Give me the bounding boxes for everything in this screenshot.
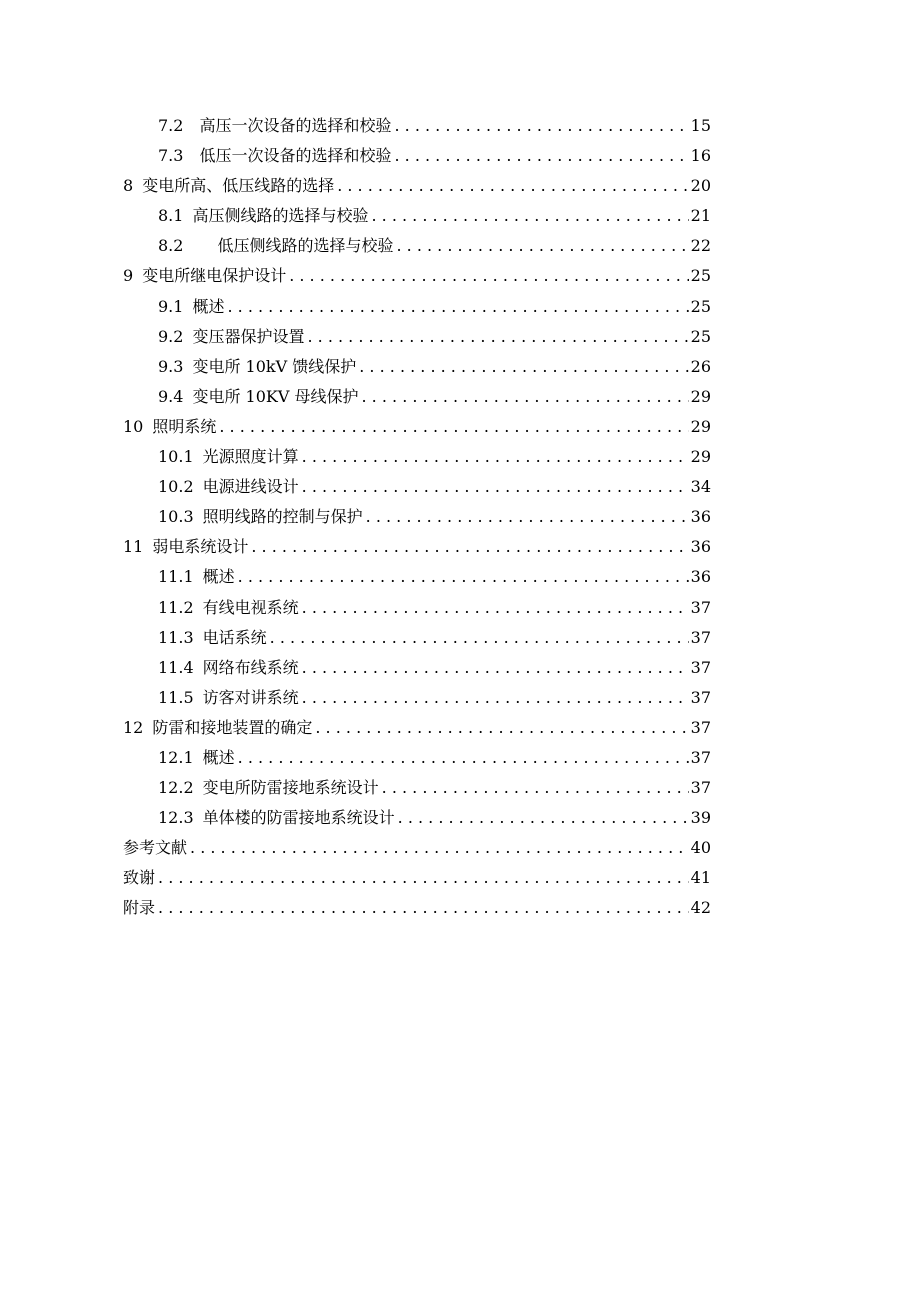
toc-entry[interactable] <box>123 893 711 923</box>
toc-entry-page-number: 36 <box>690 537 711 557</box>
toc-dot-leader <box>359 352 688 382</box>
toc-dot-leader <box>251 532 688 562</box>
toc-entry-title: 访客对讲系统 <box>202 687 299 707</box>
toc-entry-text <box>123 833 187 863</box>
toc-entry-page-number: 40 <box>690 838 711 858</box>
toc-entry[interactable] <box>123 532 711 562</box>
toc-entry-page-number: 39 <box>690 808 711 828</box>
toc-dot-leader <box>158 893 689 923</box>
toc-dot-leader <box>307 322 688 352</box>
toc-entry-title: 概述 <box>192 296 225 316</box>
toc-dot-leader <box>337 171 688 201</box>
toc-entry-number: 9.2 <box>158 326 184 346</box>
toc-entry-title: 低压侧线路的选择与校验 <box>217 236 394 256</box>
toc-entry-text <box>123 412 216 442</box>
toc-entry[interactable] <box>123 472 711 502</box>
toc-entry-text <box>158 623 267 653</box>
table-of-contents <box>123 111 711 924</box>
toc-entry[interactable] <box>123 653 711 683</box>
toc-dot-leader <box>289 261 688 291</box>
toc-entry-page-number: 25 <box>690 266 711 286</box>
toc-dot-leader <box>302 472 689 502</box>
toc-entry-page-number: 37 <box>690 717 711 737</box>
toc-entry-page-number: 15 <box>690 116 711 135</box>
toc-entry-number: 9.3 <box>158 356 184 376</box>
toc-entry[interactable] <box>123 442 711 472</box>
toc-entry[interactable] <box>123 863 711 893</box>
toc-entry[interactable] <box>123 171 711 201</box>
toc-entry[interactable] <box>123 261 711 291</box>
toc-dot-leader <box>302 683 689 713</box>
toc-entry-page-number: 25 <box>690 326 711 346</box>
toc-entry[interactable] <box>123 292 711 322</box>
toc-entry[interactable] <box>123 743 711 773</box>
toc-dot-leader <box>158 863 689 893</box>
toc-dot-leader <box>227 292 688 322</box>
toc-entry[interactable] <box>123 562 711 592</box>
toc-entry-number: 12.3 <box>158 808 194 828</box>
toc-entry-page-number: 36 <box>690 567 711 587</box>
toc-entry-text <box>158 352 356 382</box>
toc-entry-title: 概述 <box>202 567 235 587</box>
toc-entry-text <box>158 111 391 141</box>
toc-entry-title: 有线电视系统 <box>202 597 299 617</box>
toc-entry-text <box>158 472 299 502</box>
toc-entry-number: 12 <box>123 717 144 737</box>
toc-entry-page-number: 36 <box>690 507 711 527</box>
toc-dot-leader <box>315 713 688 743</box>
toc-entry-page-number: 34 <box>690 477 711 497</box>
toc-entry-text <box>123 713 312 743</box>
toc-entry-number: 8.1 <box>158 206 184 226</box>
toc-dot-leader <box>238 562 689 592</box>
toc-dot-leader <box>219 412 688 442</box>
toc-entry-number: 9 <box>123 266 134 286</box>
toc-entry-number: 12.2 <box>158 778 194 798</box>
toc-entry-page-number: 37 <box>690 627 711 647</box>
toc-entry-number: 8.2 <box>158 236 184 256</box>
toc-entry-number: 10 <box>123 416 144 436</box>
toc-entry[interactable] <box>123 141 711 171</box>
toc-entry-page-number: 26 <box>690 356 711 376</box>
toc-entry[interactable] <box>123 382 711 412</box>
toc-dot-leader <box>270 623 689 653</box>
toc-entry-title: 参考文献 <box>123 838 188 858</box>
toc-entry-page-number: 29 <box>690 386 711 406</box>
toc-dot-leader <box>302 442 689 472</box>
toc-dot-leader <box>366 502 689 532</box>
toc-entry-page-number: 16 <box>690 146 711 166</box>
toc-entry-text <box>158 683 299 713</box>
toc-entry-page-number: 37 <box>690 597 711 617</box>
toc-dot-leader <box>302 593 689 623</box>
toc-entry-number: 11 <box>123 537 144 557</box>
toc-dot-leader <box>382 773 689 803</box>
toc-entry-text <box>158 442 299 472</box>
toc-entry-number: 8 <box>123 176 134 196</box>
toc-entry-text <box>158 743 235 773</box>
toc-entry[interactable] <box>123 623 711 653</box>
toc-dot-leader <box>362 382 689 412</box>
toc-entry-text <box>123 261 286 291</box>
toc-dot-leader <box>398 803 689 833</box>
toc-entry-title: 变电所 10KV 母线保护 <box>192 386 359 406</box>
toc-entry-text <box>158 773 379 803</box>
toc-entry-page-number: 29 <box>690 416 711 436</box>
toc-entry-number: 10.3 <box>158 507 194 527</box>
toc-entry-number: 10.1 <box>158 447 194 467</box>
toc-entry[interactable] <box>123 683 711 713</box>
toc-entry-text <box>123 893 155 923</box>
toc-entry-text <box>123 532 248 562</box>
toc-entry-title: 变电所 10kV 馈线保护 <box>192 356 357 376</box>
toc-entry[interactable] <box>123 412 711 442</box>
toc-entry-text <box>158 322 304 352</box>
toc-entry-title: 高压侧线路的选择与校验 <box>192 206 369 226</box>
toc-entry-number: 9.1 <box>158 296 184 316</box>
toc-entry-title: 致谢 <box>123 868 156 888</box>
toc-entry-page-number: 37 <box>690 657 711 677</box>
toc-entry[interactable] <box>123 833 711 863</box>
toc-entry-page-number: 37 <box>690 747 711 767</box>
toc-dot-leader <box>371 201 688 231</box>
toc-entry-title: 高压一次设备的选择和校验 <box>199 116 392 135</box>
toc-entry-page-number: 22 <box>690 236 711 256</box>
toc-entry-title: 变电所防雷接地系统设计 <box>202 778 379 798</box>
toc-entry-title: 照明系统 <box>152 416 217 436</box>
toc-entry-page-number: 29 <box>690 447 711 467</box>
toc-entry-title: 变电所高、低压线路的选择 <box>142 176 335 196</box>
toc-entry-number: 11.1 <box>158 567 194 587</box>
toc-entry-text <box>158 141 391 171</box>
toc-entry[interactable] <box>123 502 711 532</box>
toc-entry-title: 防雷和接地装置的确定 <box>152 717 313 737</box>
toc-entry-text <box>158 201 368 231</box>
toc-entry[interactable] <box>123 201 711 231</box>
toc-dot-leader <box>396 231 688 261</box>
toc-entry-title: 概述 <box>202 747 235 767</box>
toc-dot-leader <box>238 743 689 773</box>
toc-entry[interactable] <box>123 593 711 623</box>
toc-entry-number: 7.3 <box>158 146 184 166</box>
toc-entry-number: 9.4 <box>158 386 184 406</box>
toc-entry-number: 11.4 <box>158 657 194 677</box>
toc-entry-text <box>158 803 395 833</box>
toc-entry[interactable] <box>123 713 711 743</box>
toc-dot-leader <box>394 111 688 141</box>
toc-entry-page-number: 37 <box>690 687 711 707</box>
toc-entry-text <box>158 562 235 592</box>
toc-entry-page-number: 20 <box>690 176 711 196</box>
toc-entry-page-number: 41 <box>690 868 711 888</box>
toc-entry-number: 12.1 <box>158 747 194 767</box>
toc-entry-text <box>158 593 299 623</box>
toc-entry-page-number: 42 <box>690 898 711 918</box>
toc-entry[interactable] <box>123 231 711 261</box>
toc-entry-title: 照明线路的控制与保护 <box>202 507 363 527</box>
toc-entry-title: 附录 <box>123 898 156 918</box>
toc-entry-title: 变电所继电保护设计 <box>142 266 287 286</box>
toc-entry-page-number: 37 <box>690 778 711 798</box>
toc-entry-page-number: 21 <box>690 206 711 226</box>
toc-dot-leader <box>394 141 688 171</box>
toc-entry-title: 网络布线系统 <box>202 657 299 677</box>
toc-entry-number: 7.2 <box>158 116 184 135</box>
toc-entry-text <box>158 653 299 683</box>
toc-entry[interactable] <box>123 352 711 382</box>
toc-entry-title: 电源进线设计 <box>202 477 299 497</box>
toc-entry-number: 11.2 <box>158 597 194 617</box>
toc-entry-number: 11.5 <box>158 687 194 707</box>
toc-entry-title: 光源照度计算 <box>202 447 299 467</box>
toc-entry-number: 11.3 <box>158 627 194 647</box>
toc-entry-number: 10.2 <box>158 477 194 497</box>
toc-entry-title: 电话系统 <box>202 627 267 647</box>
toc-entry-text <box>158 231 393 261</box>
toc-entry-title: 单体楼的防雷接地系统设计 <box>202 808 395 828</box>
toc-entry-page-number: 25 <box>690 296 711 316</box>
toc-entry-text <box>123 171 334 201</box>
toc-entry[interactable] <box>123 773 711 803</box>
toc-entry[interactable] <box>123 322 711 352</box>
toc-entry-text <box>158 502 363 532</box>
toc-entry-text <box>158 382 359 412</box>
toc-dot-leader <box>302 653 689 683</box>
toc-entry-text <box>158 292 224 322</box>
toc-entry-text <box>123 863 155 893</box>
toc-entry-title: 低压一次设备的选择和校验 <box>199 146 392 166</box>
toc-entry[interactable] <box>123 803 711 833</box>
toc-entry-title: 变压器保护设置 <box>192 326 305 346</box>
toc-dot-leader <box>190 833 689 863</box>
toc-entry-title: 弱电系统设计 <box>152 537 249 557</box>
toc-entry[interactable] <box>123 111 711 141</box>
